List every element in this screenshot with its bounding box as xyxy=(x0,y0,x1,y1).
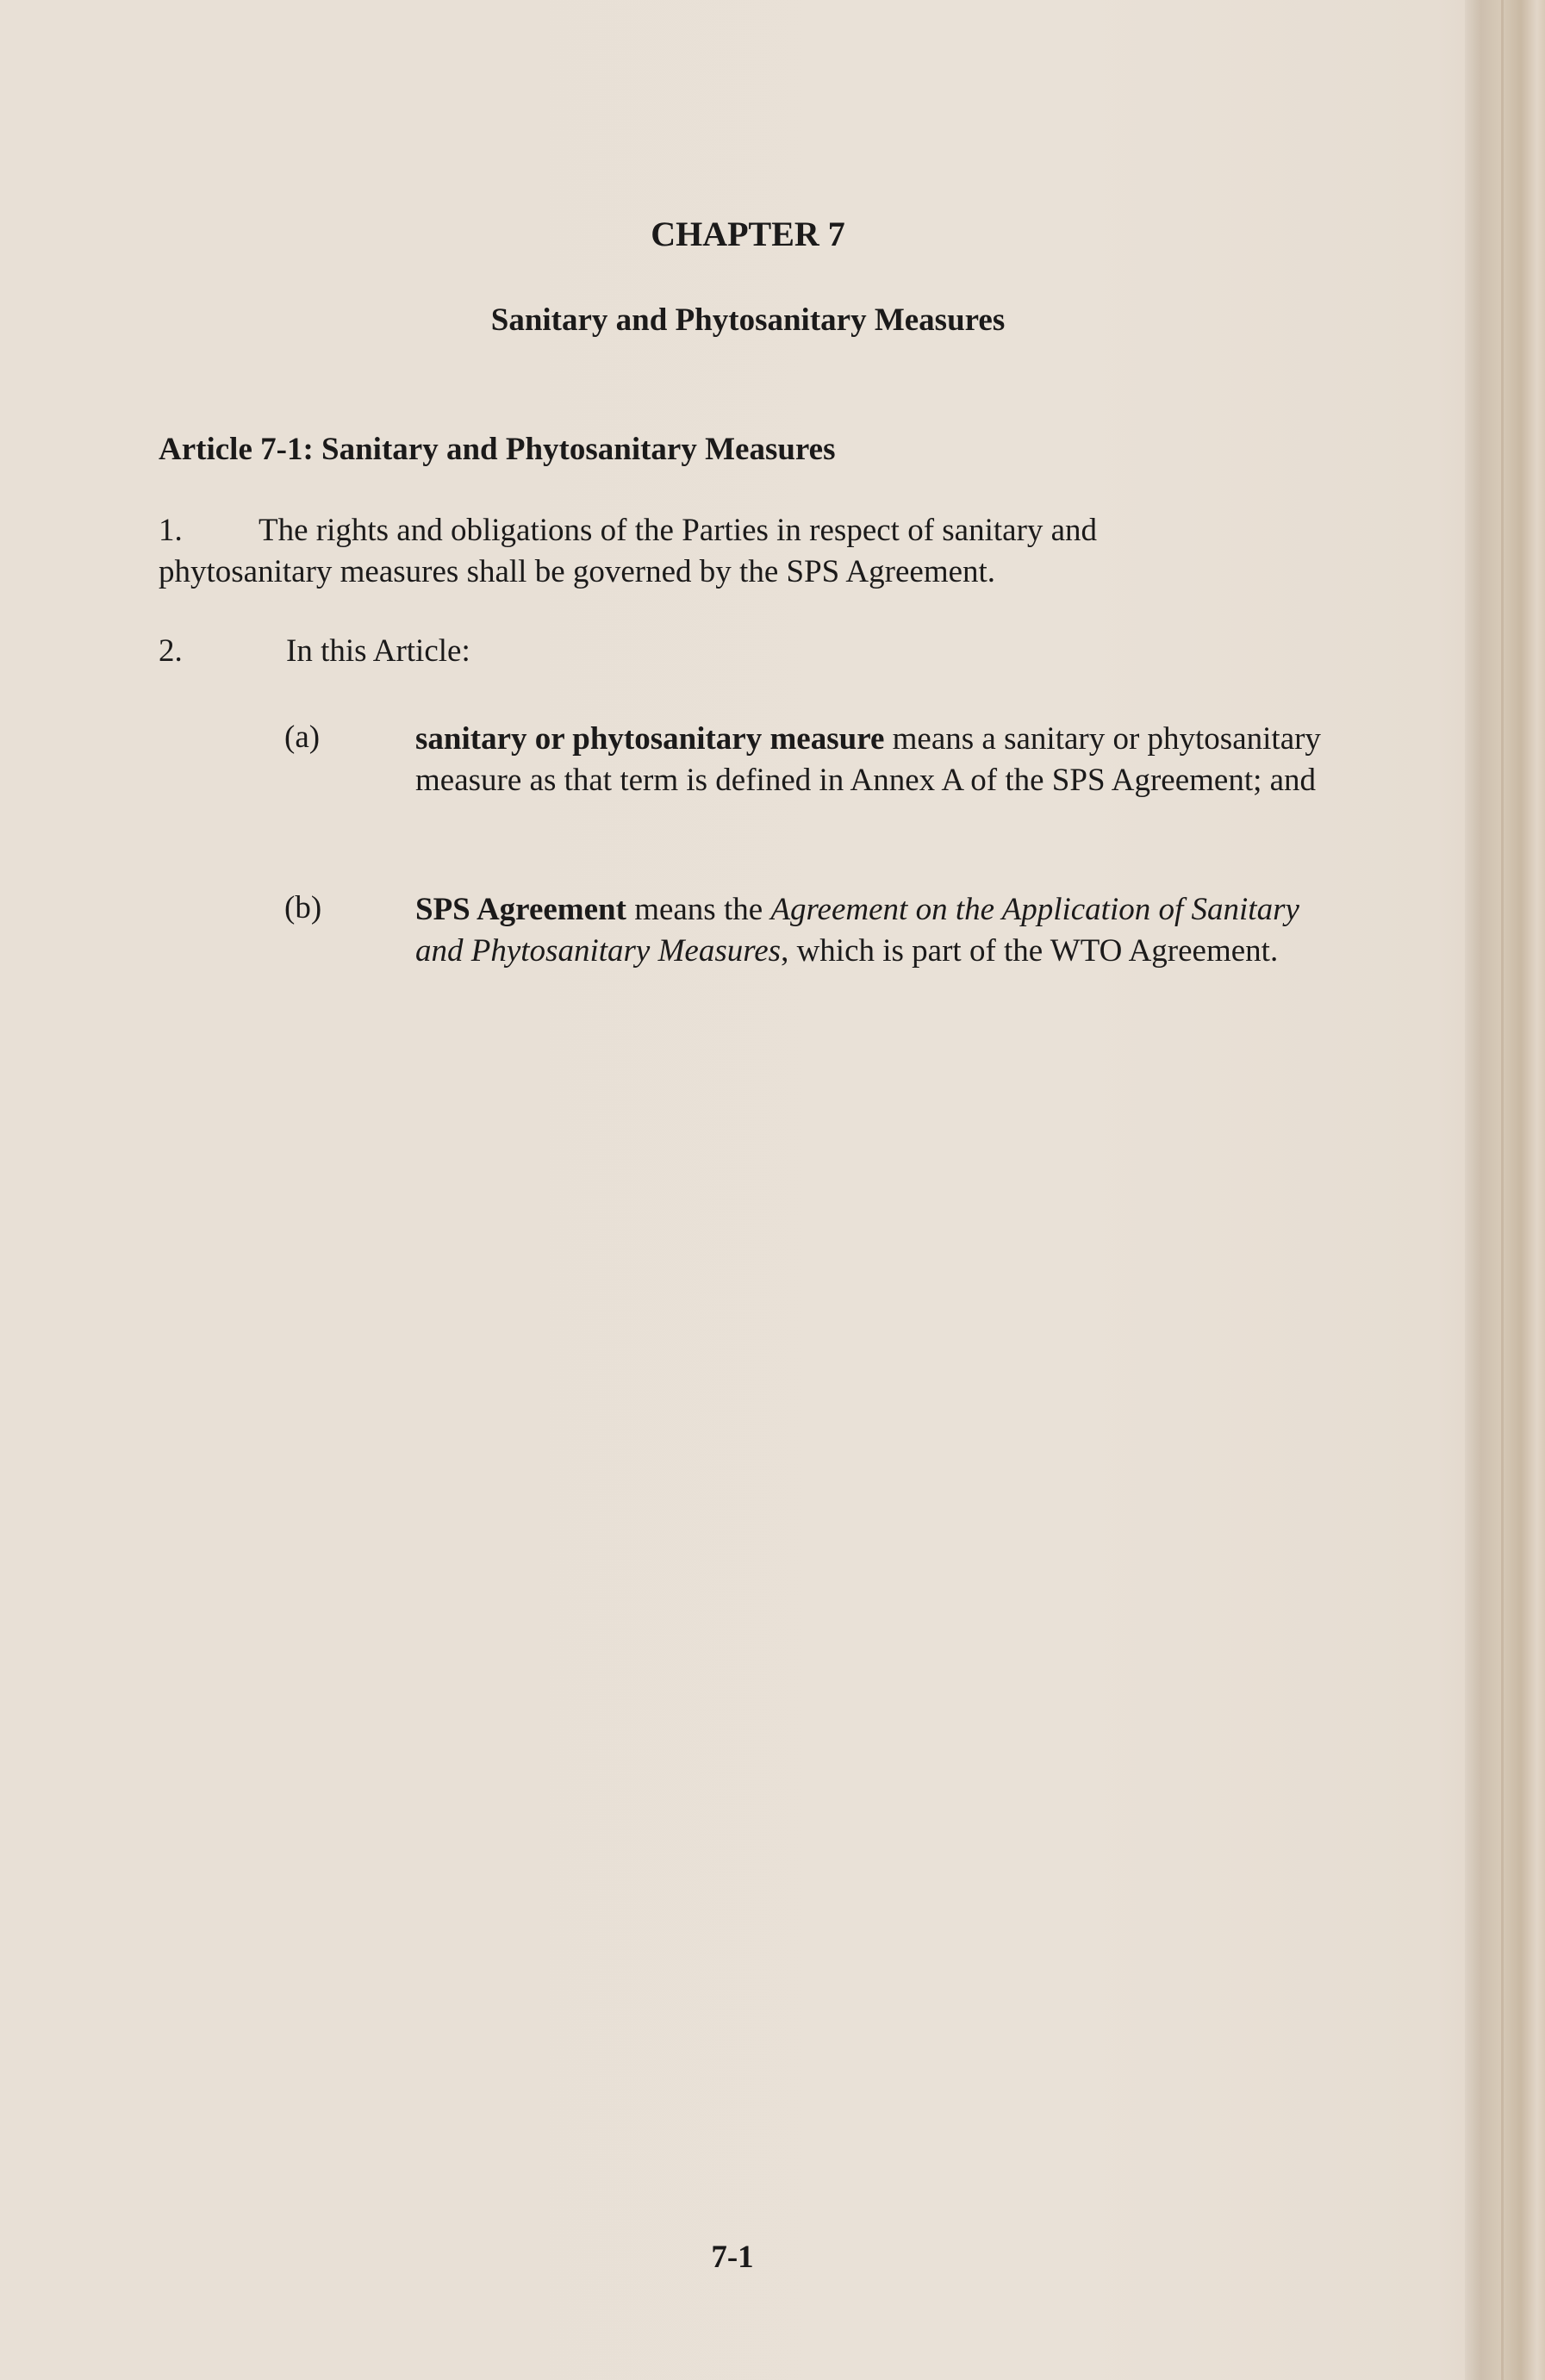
paragraph-1-number: 1. xyxy=(159,513,183,548)
item-a-definition xyxy=(415,719,1329,801)
page-edge-shadow xyxy=(1465,0,1545,2380)
item-b-definition-prefix: means the xyxy=(626,892,771,927)
item-b-agreement-title: Agreement on the Application of Sanitary and Phytosanitary Measures xyxy=(415,892,1299,969)
paragraph-1-line-1: The rights and obligations of the Parties in respect of sanitary and xyxy=(259,513,1098,548)
item-b-definition-suffix: , which is part of the WTO Agreement. xyxy=(781,933,1279,969)
item-a-definition-text: means a sanitary or phytosanitary measure as that term is defined in Annex A of the SPS Agreement; and xyxy=(415,721,1321,798)
paragraph-2-text: In this Article: xyxy=(286,633,470,669)
item-b-term: SPS Agreement xyxy=(415,892,626,927)
paragraph-2-number: 2. xyxy=(159,633,183,669)
article-heading: Article 7-1: Sanitary and Phytosanitary Measures xyxy=(159,432,836,467)
chapter-subtitle: Sanitary and Phytosanitary Measures xyxy=(490,302,1006,338)
paragraph-1-line-2: phytosanitary measures shall be governed by the SPS Agreement. xyxy=(159,554,996,589)
item-b-label: (b) xyxy=(284,890,322,925)
item-b-definition xyxy=(415,889,1329,972)
page-edge-line xyxy=(1501,0,1504,2380)
item-a-term: sanitary or phytosanitary measure xyxy=(415,721,885,757)
item-a-label: (a) xyxy=(284,720,321,755)
chapter-title: CHAPTER 7 xyxy=(651,215,845,253)
page-number: 7-1 xyxy=(711,2240,754,2275)
